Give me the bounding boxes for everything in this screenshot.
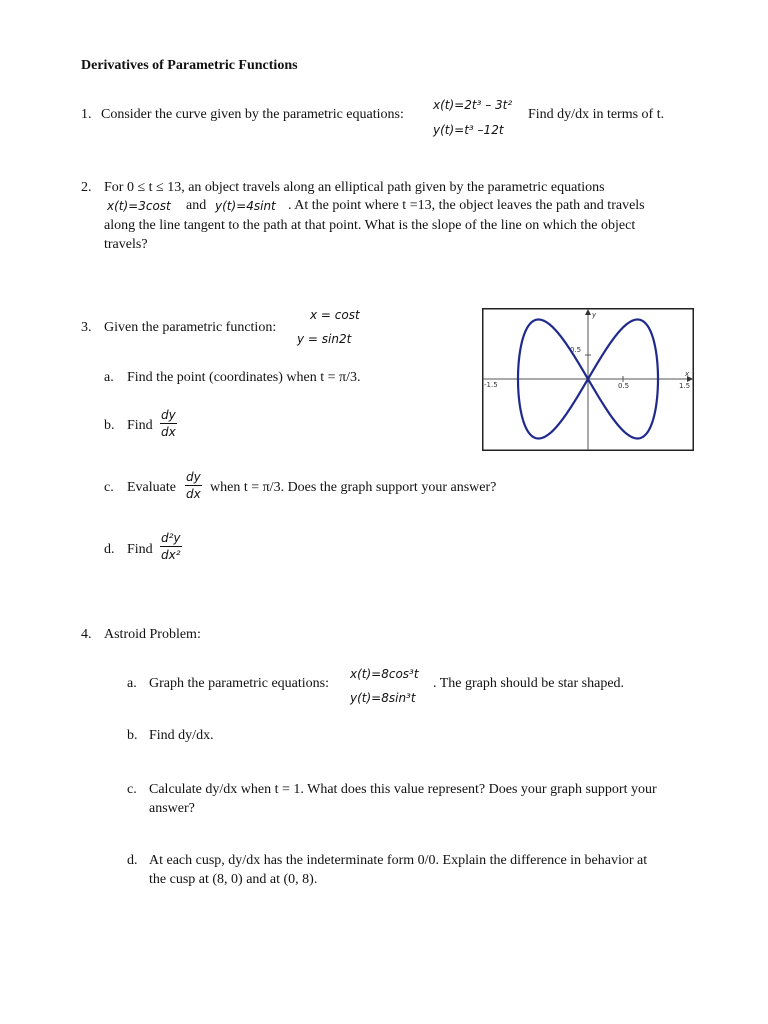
q2-line4: travels? [104, 237, 148, 252]
q4c-text-line1: Calculate dy/dx when t = 1. What does this value represent? Does your graph support your [149, 782, 657, 797]
q3-y-equation: y = sin2t [297, 332, 352, 346]
q3c-text: Evaluate [127, 480, 176, 495]
q3c-tail: when t = π/3. Does the graph support your answer? [210, 480, 497, 495]
q4-number: 4. [81, 627, 92, 642]
q2-line2-tail: . At the point where t =13, the object leaves the path and travels [288, 198, 645, 213]
q2-line3: along the line tangent to the path at that point. What is the slope of the line on which the object [104, 218, 636, 233]
q3-x-equation: x = cost [310, 308, 360, 322]
q2-x-equation: x(t)=3cost [107, 199, 171, 213]
q3d-numerator: d²y [161, 531, 181, 545]
q3c-label: c. [104, 480, 114, 495]
q2-y-equation: y(t)=4sint [215, 199, 276, 213]
q2-number: 2. [81, 180, 92, 195]
q3c-denominator: dx [186, 487, 201, 501]
q4-y-equation: y(t)=8sin³t [350, 691, 416, 705]
q4d-text-line2: the cusp at (8, 0) and at (0, 8). [149, 872, 318, 887]
x-axis-label: x [685, 370, 690, 378]
q3d-fraction [160, 531, 182, 562]
q3d-denominator: dx² [161, 548, 181, 562]
q3d-text: Find [127, 542, 153, 557]
q4d-text-line1: At each cusp, dy/dx has the indeterminate form 0/0. Explain the difference in behavior at [149, 853, 648, 868]
q2-line1: For 0 ≤ t ≤ 13, an object travels along an elliptical path given by the parametric equations [104, 180, 605, 195]
q3b-text: Find [127, 418, 153, 433]
q4d-label: d. [127, 853, 138, 868]
x-tick-label-neg: -1.5 [484, 381, 498, 389]
q4a-tail: . The graph should be star shaped. [433, 676, 625, 691]
y-tick-label-half: 0.5 [570, 346, 582, 354]
q3c-fraction [185, 470, 202, 501]
q3a-text: Find the point (coordinates) when t = π/3. [127, 370, 361, 385]
q3b-fraction [160, 408, 177, 439]
q3c-numerator: dy [186, 470, 201, 484]
q3b-denominator: dx [161, 425, 176, 439]
x-tick-label-half: 0.5 [618, 382, 630, 390]
q1-x-equation: x(t)=2t³ – 3t² [433, 98, 513, 112]
q1-number: 1. [81, 107, 92, 122]
q1-y-equation: y(t)=t³ –12t [433, 123, 504, 137]
q4a-text: Graph the parametric equations: [149, 676, 329, 691]
q3b-label: b. [104, 418, 115, 433]
q3-text: Given the parametric function: [104, 320, 277, 335]
parametric-graph [482, 308, 694, 451]
q3a-label: a. [104, 370, 114, 385]
q3b-numerator: dy [161, 408, 176, 422]
x-tick-label-pos: 1.5 [679, 382, 691, 390]
q4-title: Astroid Problem: [104, 627, 201, 642]
q4c-text-line2: answer? [149, 801, 195, 816]
q4b-label: b. [127, 728, 138, 743]
y-axis-label: y [592, 311, 597, 319]
q3d-label: d. [104, 542, 115, 557]
q4c-label: c. [127, 782, 137, 797]
q2-and: and [186, 198, 207, 213]
q1-text: Consider the curve given by the parametric equations: [101, 107, 404, 122]
page-title: Derivatives of Parametric Functions [81, 58, 298, 73]
q4-x-equation: x(t)=8cos³t [350, 667, 419, 681]
q4a-label: a. [127, 676, 137, 691]
q3-number: 3. [81, 320, 92, 335]
q1-instruction: Find dy/dx in terms of t. [528, 107, 665, 122]
q4b-text: Find dy/dx. [149, 728, 214, 743]
